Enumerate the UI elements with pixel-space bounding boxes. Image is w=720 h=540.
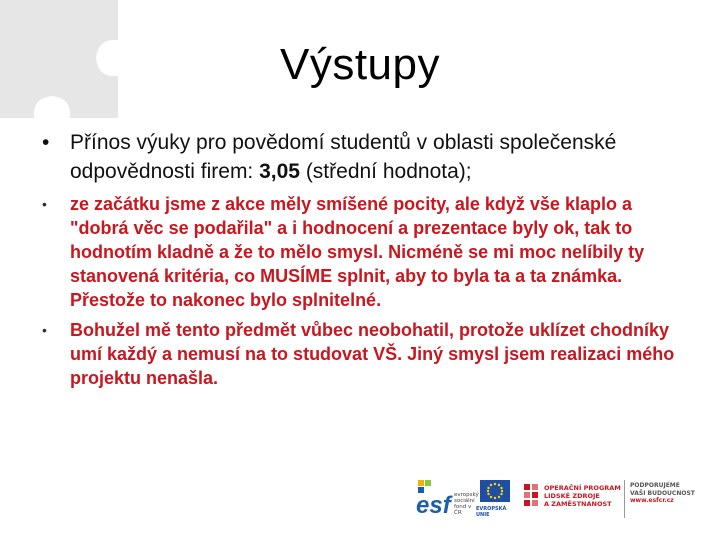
invest-line: PODPORUJEME bbox=[630, 482, 680, 489]
esf-caption bbox=[454, 492, 478, 516]
invest-text bbox=[630, 482, 706, 505]
slide-content bbox=[34, 128, 689, 390]
main-bullet bbox=[34, 128, 689, 186]
op-line: A ZAMĚSTNANOST bbox=[544, 500, 612, 508]
eu-logo bbox=[476, 480, 516, 520]
op-line: OPERAČNÍ PROGRAM bbox=[544, 484, 621, 492]
sub-bullet-1 bbox=[34, 192, 689, 312]
esf-caption-line: sociální bbox=[454, 498, 475, 504]
invest-url: www.esfcr.cz bbox=[630, 497, 674, 504]
bullet-glyph: • bbox=[42, 196, 47, 212]
op-logo-icon bbox=[522, 482, 540, 518]
esf-caption-line: evropský bbox=[454, 492, 479, 498]
esf-logo bbox=[416, 480, 479, 520]
invest-line: VAŠI BUDOUCNOST bbox=[630, 489, 695, 497]
main-bullet-text-before: Přínos výuky pro povědomí studentů v oblasti společenské odpovědnosti firem: bbox=[70, 131, 617, 183]
esf-logo-text: esf bbox=[416, 492, 451, 519]
bullet-glyph: • bbox=[42, 131, 50, 154]
footer-divider bbox=[624, 480, 625, 518]
esf-caption-line: fond v ČR bbox=[454, 504, 472, 516]
eu-flag-icon bbox=[480, 480, 510, 502]
sub-bullet-text: ze začátku jsme z akce měly smíšené pocity, ale když vše klaplo a "dobrá věc se podařila" a i hodnocení a prezentace byly ok, tak to hodnotím kladně a že to mělo smysl. Nicméně se mi moc nelíbily ty stanovená kritéria, co MUSÍME splnit, aby to byla ta a ta známka. Přestože to nakonec bylo splnitelné. bbox=[70, 194, 645, 310]
eu-caption: EVROPSKÁ UNIE bbox=[476, 506, 507, 518]
op-text bbox=[544, 484, 624, 508]
op-line: LIDSKÉ ZDROJE bbox=[544, 492, 600, 500]
main-bullet-value: 3,05 bbox=[259, 160, 300, 183]
sub-bullet-text: Bohužel mě tento předmět vůbec neobohatil, protože uklízet chodníky umí každý a nemusí na to studovat VŠ. Jiný smysl jsem realizaci mého projektu nenašla. bbox=[70, 320, 675, 388]
sub-bullet-2 bbox=[34, 318, 689, 390]
main-bullet-text-after: (střední hodnota); bbox=[299, 160, 472, 183]
footer-logos bbox=[416, 476, 706, 524]
bullet-glyph: • bbox=[42, 322, 47, 338]
op-lzz-logo bbox=[522, 480, 622, 520]
slide-title: Výstupy bbox=[279, 40, 440, 89]
